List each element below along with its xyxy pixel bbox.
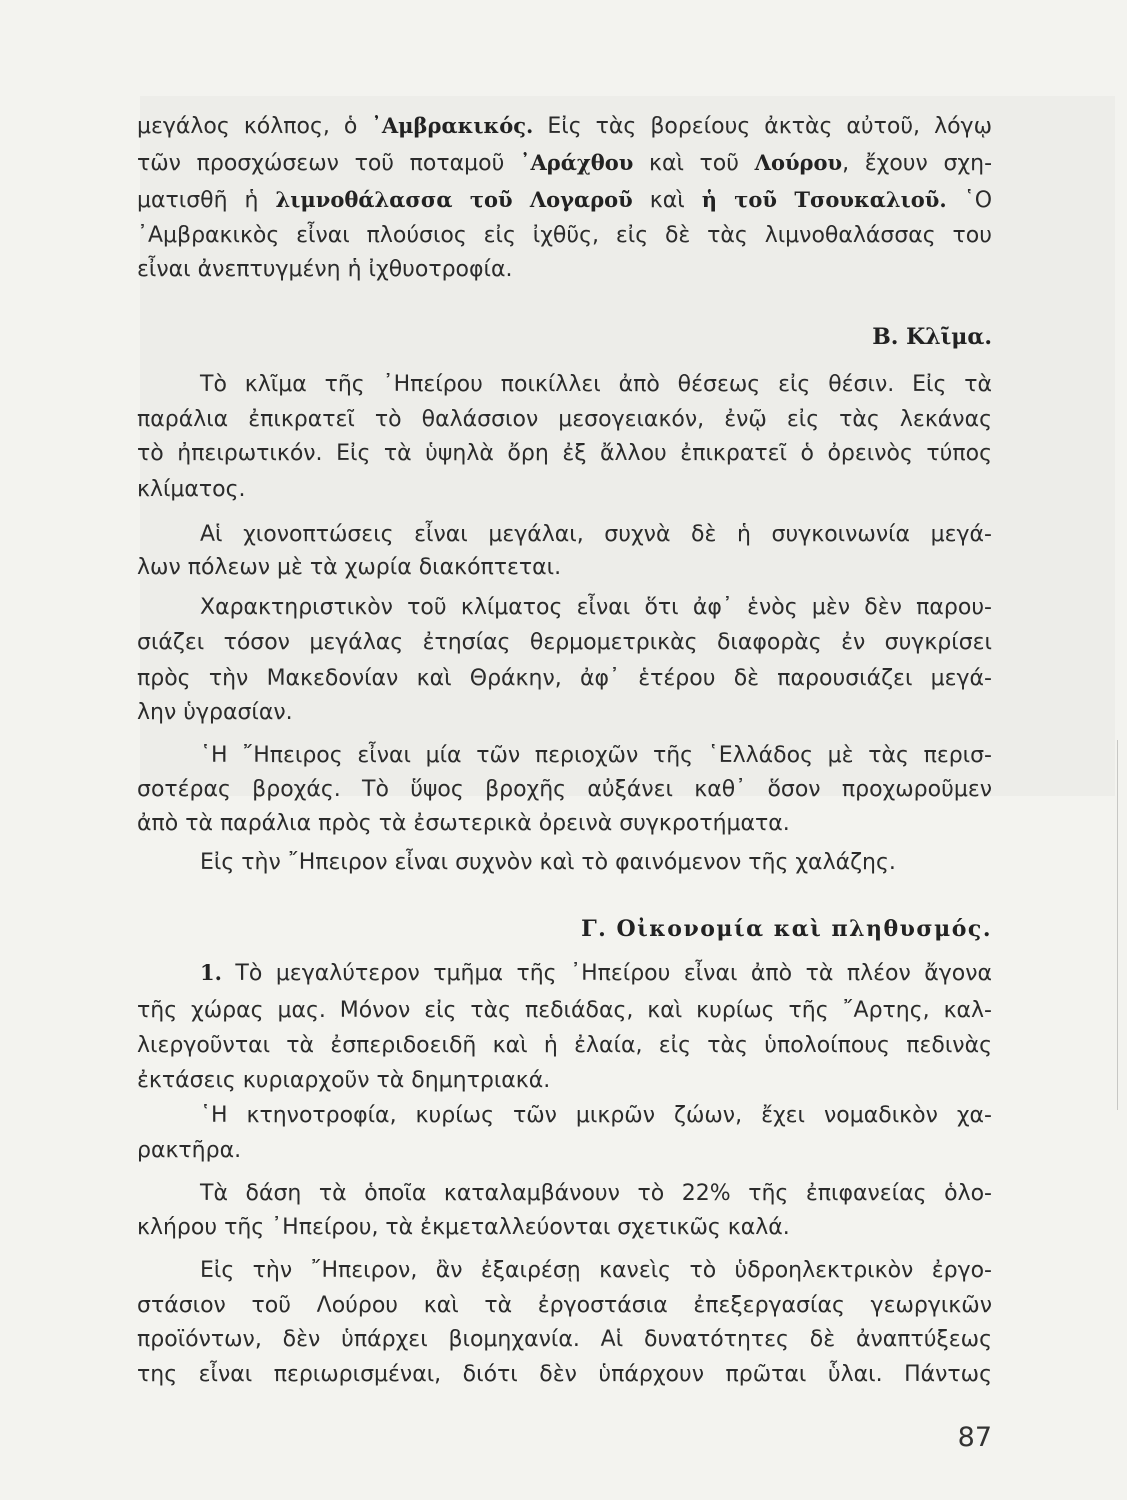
list-number: 1. (200, 960, 222, 985)
text-line (137, 109, 992, 143)
section-heading-economy: Γ. Οἰκονομία καὶ πληθυσμός. (581, 916, 992, 942)
scan-edge-mark (1117, 740, 1118, 1110)
text-segment: καὶ τοῦ (633, 151, 755, 176)
text-line: εἶναι ἀνεπτυγμένη ἡ ἰχθυοτροφία. (137, 257, 513, 282)
text-line: Αἱ χιονοπτώσεις εἶναι μεγάλαι, συχνὰ δὲ ἡ συγκοινωνία μεγά- (200, 522, 992, 547)
text-line: Τὸ κλῖμα τῆς ᾿Ηπείρου ποικίλλει ἀπὸ θέσεως εἰς θέσιν. Εἰς τὰ (200, 372, 992, 397)
text-line: λιεργοῦνται τὰ ἐσπεριδοειδῆ καὶ ἡ ἐλαία, εἰς τὰς ὑπολοίπους πεδινὰς (137, 1033, 992, 1058)
text-line (137, 146, 992, 180)
text-segment: ματισθῆ ἡ (137, 188, 276, 213)
text-segment: τῶν προσχώσεων τοῦ ποταμοῦ (137, 151, 520, 176)
text-line: κλήρου τῆς ᾿Ηπείρου, τὰ ἐκμεταλλεύονται σχετικῶς καλά. (137, 1215, 790, 1240)
bold-term-logarou-lagoon: λιμνοθάλασσα τοῦ Λογαροῦ (275, 187, 633, 212)
text-line: ρακτῆρα. (137, 1138, 242, 1163)
text-line: ῾Η ῎Ηπειρος εἶναι μία τῶν περιοχῶν τῆς ῾Ελλάδος μὲ τὰς περισ- (200, 743, 992, 768)
text-line: Τὰ δάση τὰ ὁποῖα καταλαμβάνουν τὸ 22% τῆς ἐπιφανείας ὁλο- (200, 1181, 992, 1206)
text-segment: καὶ (632, 188, 702, 213)
text-line: κλίματος. (137, 477, 246, 502)
text-line: ἀπὸ τὰ παράλια πρὸς τὰ ἐσωτερικὰ ὀρεινὰ συγκροτήματα. (137, 811, 790, 836)
bold-term-arachthou: ᾿Αράχθου (519, 150, 634, 175)
text-line: Εἰς τὴν ῎Ηπειρον, ἂν ἐξαιρέσῃ κανεὶς τὸ ὑδροηλεκτρικὸν ἐργο- (200, 1258, 992, 1283)
page-number: 87 (957, 1422, 992, 1453)
bold-term-lourou: Λούρου (754, 150, 843, 175)
text-line: Εἰς τὴν ῎Ηπειρον εἶναι συχνὸν καὶ τὸ φαινόμενον τῆς χαλάζης. (200, 850, 896, 875)
text-line: σοτέρας βροχάς. Τὸ ὕψος βροχῆς αὐξάνει καθ᾿ ὅσον προχωροῦμεν (137, 777, 992, 802)
text-segment: Τὸ μεγαλύτερον τμῆμα τῆς ᾿Ηπείρου εἶναι ἀπὸ τὰ πλέον ἄγονα (221, 961, 992, 986)
text-line: πρὸς τὴν Μακεδονίαν καὶ Θράκην, ἀφ᾿ ἑτέρου δὲ παρουσιάζει μεγά- (137, 666, 992, 691)
text-segment: μεγάλος κόλπος, ὁ (137, 114, 372, 139)
bold-term-tsoukaliou: ἡ τοῦ Τσουκαλιοῦ. (701, 187, 947, 212)
text-line: ῾Η κτηνοτροφία, κυρίως τῶν μικρῶν ζώων, ἔχει νομαδικὸν χα- (200, 1103, 992, 1128)
text-line: στάσιον τοῦ Λούρου καὶ τὰ ἐργοστάσια ἐπεξεργασίας γεωργικῶν (137, 1293, 992, 1318)
text-line: λην ὑγρασίαν. (137, 700, 293, 725)
text-line: ᾿Αμβρακικὸς εἶναι πλούσιος εἰς ἰχθῦς, εἰς δὲ τὰς λιμνοθαλάσσας του (137, 223, 992, 248)
bold-term-amvrakikos: ᾿Αμβρακικός. (371, 113, 534, 138)
text-line (137, 956, 992, 990)
text-line: της εἶναι περιωρισμέναι, διότι δὲν ὑπάρχουν πρῶται ὗλαι. Πάντως (137, 1362, 992, 1387)
text-line: ἐκτάσεις κυριαρχοῦν τὰ δημητριακά. (137, 1068, 551, 1093)
section-heading-climate: Β. Κλῖμα. (872, 324, 992, 350)
text-line (137, 183, 992, 217)
text-line: σιάζει τόσον μεγάλας ἐτησίας θερμομετρικὰς διαφορὰς ἐν συγκρίσει (137, 630, 992, 655)
text-line: τῆς χώρας μας. Μόνον εἰς τὰς πεδιάδας, καὶ κυρίως τῆς ῎Αρτης, καλ- (137, 998, 992, 1023)
text-segment: Εἰς τὰς βορείους ἀκτὰς αὐτοῦ, λόγῳ (533, 114, 992, 139)
text-line: λων πόλεων μὲ τὰ χωρία διακόπτεται. (137, 555, 562, 580)
text-segment: ῾Ο (946, 188, 993, 213)
text-segment: , ἔχουν σχη- (842, 151, 993, 176)
text-line: τὸ ἠπειρωτικόν. Εἰς τὰ ὑψηλὰ ὄρη ἐξ ἄλλου ἐπικρατεῖ ὁ ὀρεινὸς τύπος (137, 441, 992, 466)
text-line: Χαρακτηριστικὸν τοῦ κλίματος εἶναι ὅτι ἀφ᾿ ἑνὸς μὲν δὲν παρου- (200, 595, 992, 620)
text-line: παράλια ἐπικρατεῖ τὸ θαλάσσιον μεσογειακόν, ἐνῷ εἰς τὰς λεκάνας (137, 407, 992, 432)
text-line: προϊόντων, δὲν ὑπάρχει βιομηχανία. Αἱ δυνατότητες δὲ ἀναπτύξεως (137, 1327, 992, 1352)
